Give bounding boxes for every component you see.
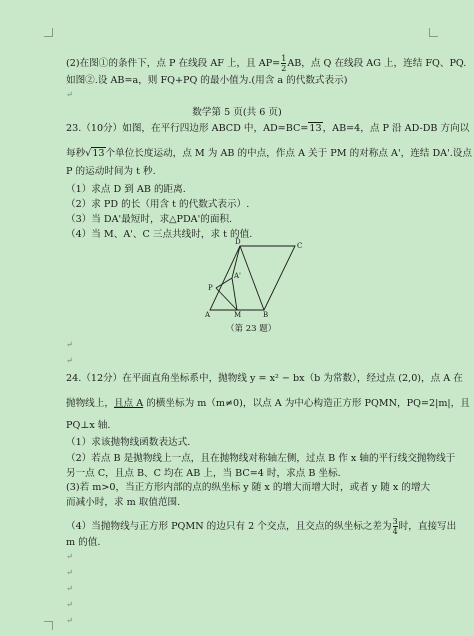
page-footer: 数学第 5 页(共 6 页) bbox=[192, 107, 282, 118]
parallelogram-abcd bbox=[210, 246, 295, 310]
q23-question-3: （3）当 DA'最短时，求△PDA'的面积. bbox=[66, 214, 233, 225]
label-a-prime: A' bbox=[234, 272, 241, 280]
paragraph-mark: ↵ bbox=[66, 340, 73, 349]
label-p: P bbox=[208, 284, 213, 292]
paragraph-mark: ↵ bbox=[66, 552, 73, 561]
q23-line2: 每秒√13个单位长度运动，点 M 为 AB 的中点，作点 A 关于 PM 的对称点 A'，连结 DA'.设点 bbox=[66, 148, 472, 159]
q22-part2-line2: 如图②.设 AB=a，则 FQ+PQ 的最小值为.(用含 a 的代数式表示) bbox=[66, 75, 348, 86]
page-corner-mark bbox=[429, 28, 438, 37]
q24-question-3b: 而减小时，求 m 取值范围. bbox=[66, 497, 181, 508]
q24-line2: 抛物线上，且点 A 的横坐标为 m（m≠0)，以点 A 为中心构造正方形 PQMN，PQ=2|m|，且 bbox=[66, 398, 470, 409]
page-corner-mark bbox=[44, 621, 53, 630]
page-corner-mark bbox=[44, 28, 53, 37]
paragraph-mark: ↵ bbox=[66, 356, 73, 365]
label-c: C bbox=[297, 242, 303, 250]
q24-question-3a: (3)若 m>0，当正方形内部的点的纵坐标 y 随 x 的增大而增大时，或者 y 随 x 的增大 bbox=[66, 482, 431, 493]
paragraph-mark: ↵ bbox=[66, 600, 73, 609]
paragraph-mark: ↵ bbox=[66, 616, 73, 625]
q24-question-1: （1）求该抛物线函数表达式. bbox=[66, 437, 191, 448]
q24-line3: PQ⊥x 轴. bbox=[66, 420, 111, 431]
figure-caption: （第 23 题） bbox=[226, 324, 277, 334]
fraction: $\frac{1}{2}$ bbox=[281, 54, 287, 73]
paragraph-mark: ↵ bbox=[66, 568, 73, 577]
q23-line3: P 的运动时间为 t 秒. bbox=[66, 166, 156, 177]
label-b: B bbox=[263, 311, 269, 318]
diagonal-db bbox=[240, 246, 264, 310]
q24-question-2b: 另一点 C，且点 B、C 均在 AB 上，当 BC=4 时，求点 B 坐标. bbox=[66, 468, 341, 479]
label-m: M bbox=[234, 311, 242, 318]
q24-question-4b: m 的值. bbox=[66, 537, 101, 548]
fraction: $\frac{3}{4}$ bbox=[392, 517, 398, 536]
q24-question-2a: （2）若点 B 是抛物线上一点，且在抛物线对称轴左侧，过点 B 作 x 轴的平行线交抛物线于 bbox=[66, 453, 456, 464]
parallelogram-figure bbox=[200, 238, 310, 318]
q22-part2-line1: (2)在图①的条件下，点 P 在线段 AF 上，且 AP= $\frac{1}{2}$ AB，点 Q 在线段 AG 上，连结 FQ、PQ. bbox=[66, 54, 467, 73]
q23-line1: 23.（10分）如图，在平行四边形 ABCD 中，AD=BC=13，AB=4，点 P 沿 AD-DB 方向以 bbox=[66, 123, 470, 134]
paragraph-mark: ↵ bbox=[66, 584, 73, 593]
q24-line1: 24.（12分）在平面直角坐标系中，抛物线 y = x² − bx（b 为常数），经过点 (2,0)，点 A 在 bbox=[66, 373, 463, 384]
q23-question-2: （2）求 PD 的长（用含 t 的代数式表示）. bbox=[66, 199, 250, 210]
q23-question-4: （4）当 M、A'、C 三点共线时，求 t 的值. bbox=[66, 229, 253, 240]
label-a: A bbox=[205, 311, 211, 318]
q24-question-4a: （4）当抛物线与正方形 PQMN 的边只有 2 个交点，且交点的纵坐标之差为 $\frac{3}{4}$ 时，直接写出 bbox=[66, 517, 457, 536]
q23-question-1: （1）求点 D 到 AB 的距离. bbox=[66, 184, 186, 195]
paragraph-mark: ↵ bbox=[66, 90, 73, 99]
label-d: D bbox=[235, 238, 241, 246]
